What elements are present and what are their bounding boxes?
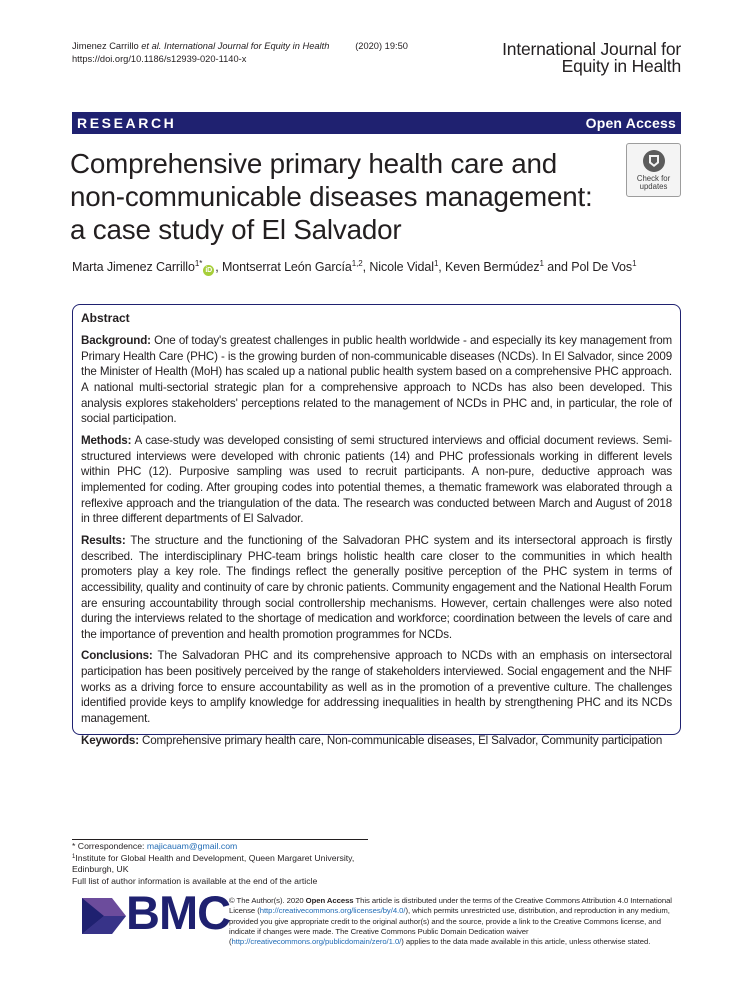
abstract-heading: Abstract <box>81 311 130 325</box>
author-affiliation: 1 <box>539 259 544 268</box>
article-title <box>70 147 610 246</box>
author-name[interactable]: Nicole Vidal <box>369 260 434 274</box>
author-name[interactable]: Montserrat León García <box>221 260 352 274</box>
affiliation-city: Edinburgh, UK <box>72 864 129 875</box>
check-updates-line2: updates <box>639 182 668 191</box>
check-updates-icon <box>642 149 666 173</box>
author-affiliation: 1 <box>632 259 637 268</box>
section-label: Keywords: <box>81 733 139 747</box>
correspondence-email-link[interactable]: majicauam@gmail.com <box>146 841 238 851</box>
open-access-badge: Open Access <box>305 896 354 905</box>
correspondence-label: * Correspondence: <box>72 841 147 851</box>
correspondence-footnote <box>72 841 354 887</box>
abstract-conclusions <box>81 648 672 726</box>
section-text: One of today's greatest challenges in public health worldwide - and especially its key management from Primary Health Care (PHC) - is the growing burden of non-communicable diseases (NCDs). In El Salvador, since 2009 the Minister of Health (MoH) has scaled up a national public health system based on a comprehensive PHC approach. A national multi-sectorial strategic plan for a comprehensive approach to NCDs has also been developed. This analysis explores stakeholders' perceptions related to the management of NCDs in PHC and, in particular, the role of social participation. <box>81 334 673 426</box>
correspondence-line <box>72 841 354 853</box>
author-list: Marta Jimenez Carrillo$^{1*}$iD , Montserrat León García$^{1,2}$, Nicole Vidal$^1$, Keven Bermúdez$^1$ and Pol De Vos$^1$ <box>72 259 637 274</box>
doi-link[interactable]: https://doi.org/10.1186/s12939-020-1140-x <box>72 54 247 64</box>
cc-by-license-link[interactable]: http://creativecommons.org/licenses/by/4.0/ <box>259 906 406 916</box>
section-label: Methods: <box>81 433 132 447</box>
author-affiliation: 1,2 <box>351 259 363 268</box>
bmc-logo-text: BMC <box>126 886 231 939</box>
citation-authors: Jimenez Carrillo <box>72 41 142 51</box>
section-text: The Salvadoran PHC and its comprehensive approach to NCDs with an emphasis on intersectoral participation has been positively perceived by the range of stakeholders interviewed. Social engagement and the NHF works as a driving force to ensure accountability as well as in the promotion of a preventive culture. The challenges identified provide keys to amplify knowledge for addressing inequalities in health by strengthening PHC and its NCDs management. <box>81 649 672 726</box>
abstract-keywords <box>81 733 672 749</box>
article-type-banner <box>72 112 681 134</box>
citation-year: (2020) 19:50 <box>355 41 408 51</box>
check-updates-line1: Check for <box>636 174 671 183</box>
section-label: Conclusions: <box>81 649 153 663</box>
section-text: Comprehensive primary health care, Non-communicable diseases, El Salvador, Community participation <box>142 733 663 747</box>
cc-zero-license-link[interactable]: http://creativecommons.org/publicdomain/zero/1.0/ <box>231 937 402 947</box>
journal-name-line2: Equity in Health <box>561 56 681 76</box>
section-label: Results: <box>81 533 126 547</box>
orcid-icon[interactable]: iD <box>203 265 214 276</box>
citation-line <box>72 40 408 53</box>
citation-journal: International Journal for Equity in Health <box>163 41 330 51</box>
article-type-label: RESEARCH <box>77 115 177 131</box>
author-name[interactable]: Marta Jimenez Carrillo <box>72 260 195 274</box>
citation-header <box>72 40 408 66</box>
abstract-methods <box>81 433 672 527</box>
affiliation-line <box>72 853 354 865</box>
footnote-divider <box>72 839 368 840</box>
abstract-results <box>81 533 672 643</box>
check-for-updates-button[interactable] <box>626 143 681 197</box>
title-line2: non-communicable diseases management: <box>70 181 593 212</box>
journal-name <box>502 41 681 75</box>
full-author-info-note: Full list of author information is available at the end of the article <box>72 875 318 886</box>
affiliation-text: Institute for Global Health and Development, Queen Margaret University, <box>75 852 355 863</box>
open-access-label: Open Access <box>585 115 676 131</box>
title-line1: Comprehensive primary health care and <box>70 148 558 179</box>
author-affiliation: 1* <box>194 259 203 268</box>
section-label: Background: <box>81 334 151 347</box>
author-name[interactable]: Keven Bermúdez <box>445 260 540 274</box>
section-text: The structure and the functioning of the Salvadoran PHC system and its intersectoral approach is firstly described. The interdisciplinary PHC-team brings holistic health care closer to the communities in which health promoters play a key role. The findings reflect the generally positive perception of the PHC system in terms of accessibility, quality and continuity of care by chronic patients. Community engagement and the National Health Forum are ensuring accountability through social controllership mechanisms. However, certain challenges were also noted during the interviews related to the shortage of medication and workforce; coordination between the levels of care and the importance of prevention and health promotion programmes for NCDs. <box>81 533 672 641</box>
affiliation-number: 1 <box>72 853 76 860</box>
section-text: A case-study was developed consisting of semi structured interviews and official document reviews. Semi-structured interviews were developed with chronic patients (14) and PHC professionals working in different levels within PHC (12). Purposive sampling was used to recruit participants. A non-pure, deductive approach was implemented for coding. After grouping codes into potential themes, a thematic framework was elaborated through a reflexive approach and the triangulation of the data. The research was conducted between March and August of 2018 in three different departments of El Salvador. <box>81 433 673 526</box>
abstract-box <box>72 304 681 747</box>
author-name[interactable]: Pol De Vos <box>571 260 633 274</box>
bmc-logo-icon <box>82 894 126 938</box>
citation-etal: et al. <box>141 41 162 51</box>
author-affiliation: 1 <box>433 259 439 268</box>
license-statement: © The Author(s). 2020 Open Access This article is distributed under the terms of the Creative Commons Attribution 4.0 International License (http://creativecommons.org/licenses/by/4.0/), which permits unrestricted use, distribution, and reproduction in any medium, provided you give appropriate credit to the original author(s) and the source, provide a link to the Creative Commons license, and indicate if changes were made. The Creative Commons Public Domain Dedication waiver (http://creativecommons.org/publicdomain/zero/1.0/) applies to the data made available in this article, unless otherwise stated. <box>229 896 672 947</box>
title-line3: a case study of El Salvador <box>70 214 402 245</box>
abstract-background <box>81 333 672 427</box>
journal-name-line1: International Journal for <box>502 39 681 59</box>
